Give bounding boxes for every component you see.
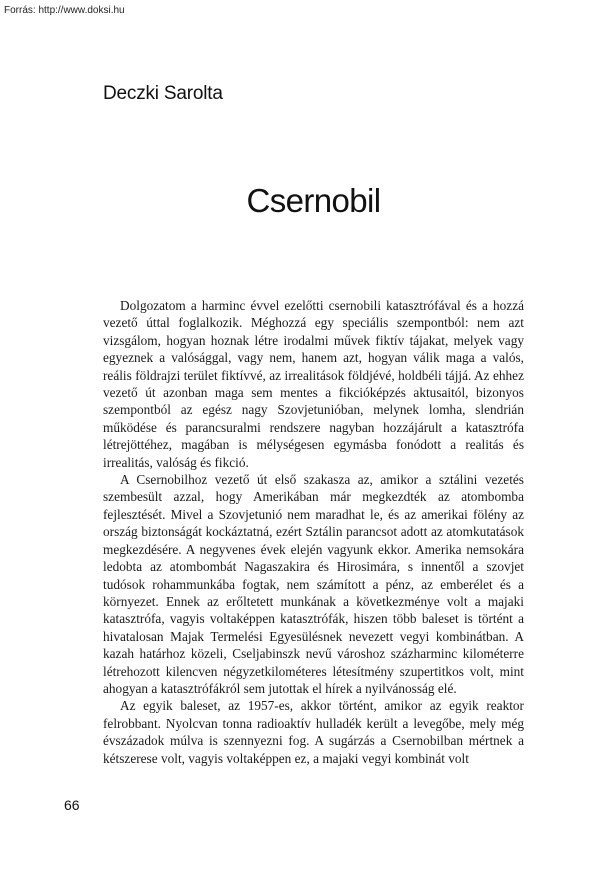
body-text xyxy=(103,297,524,767)
author-name: Deczki Sarolta xyxy=(103,83,223,104)
paragraph: Az egyik baleset, az 1957-es, akkor történt, amikor az egyik reaktor felrobbant. Nyolcvan tonna radioaktív hulladék került a levegőbe, mely még évszázadok múlva is szennyezni fog. A sugárzás a Csernobilban mértnek a kétszerese volt, vagyis voltaképpen ez, a majaki vegyi kombinát volt xyxy=(103,698,524,766)
page-number: 66 xyxy=(64,797,80,813)
paragraph: A Csernobilhoz vezető út első szakasza az, amikor a sztálini vezetés szembesült azzal, hogy Amerikában már megkezdték az atombomba fejlesztését. Mivel a Szovjetunió nem maradhat le, és az amerikai fölény az ország biztonságát kockáztatná, ezért Sztálin parancsot adott az atomkutatások megkezdésére. A negyvenes évek elején vagyunk ekkor. Amerika nemsokára ledobta az atombombát Nagaszakira és Hirosimára, s innentől a szovjet tudósok rohammunkába fogtak, nem számított a pénz, az emberélet és a környezet. Ennek az erőltetett munkának a következménye volt a majaki katasztrófa, vagyis voltaképpen katasztrófák, hiszen több baleset is történt a hivatalosan Majak Termelési Egyesülésnek nevezett vegyi kombinátban. A kazah határhoz közeli, Cseljabinszk nevű városhoz százharminc kilométerre létrehozott kilencven négyzetkilométeres létesítmény szupertitkos volt, mint ahogyan a katasztrófákról sem jutottak el hírek a nyilvánosság elé. xyxy=(103,472,524,696)
page-title: Csernobil xyxy=(246,182,381,219)
source-line: Forrás: http://www.doksi.hu xyxy=(4,5,125,16)
paragraph: Dolgozatom a harminc évvel ezelőtti csernobili katasztrófával és a hozzá vezető úttal foglalkozik. Méghozzá egy speciális szempontból: nem azt vizsgálom, hogyan hoznak létre irodalmi művek fiktív tájakat, melyek vagy egyeznek a valósággal, vagy nem, hanem azt, hogyan válik maga a valós, reális földrajzi terület fiktívvé, az irrealitások földjévé, holdbéli tájjá. Az ehhez vezető út azonban maga sem mentes a fikcióképzés aktusaitól, bizonyos szempontból az egész nagy Szovjetunióban, melynek lomha, slendrián működése és parancsuralmi rendszere nagyban hozzájárult a katasztrófa létrejöttéhez, magában is mélységesen egymásba fonódott a realitás és irrealitás, valóság és fikció. xyxy=(103,298,524,470)
